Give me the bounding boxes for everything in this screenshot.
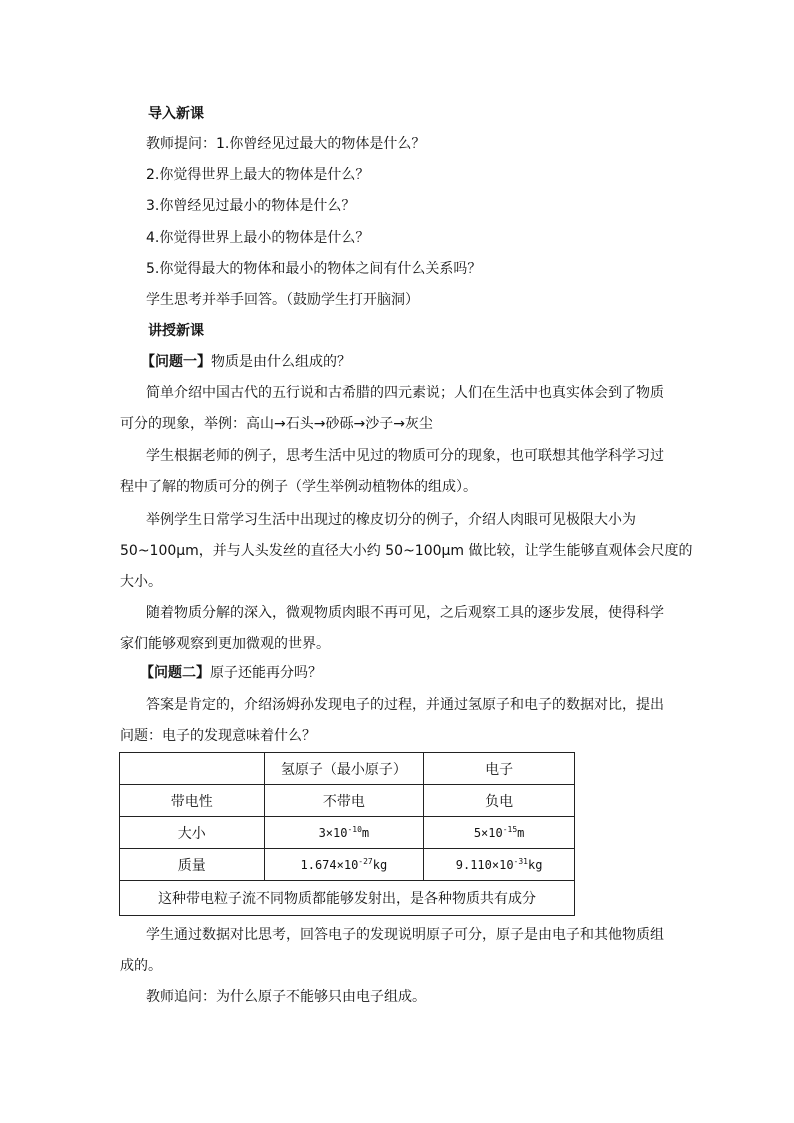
problem1-paragraph3-line1: 举例学生日常学习生活中出现过的橡皮切分的例子，介绍人肉眼可见极限大小为 [146,512,636,528]
hydrogen-charge: 不带电 [264,785,424,817]
intro-response: 学生思考并举手回答。（鼓励学生打开脑洞） [146,292,419,308]
table-row [120,849,575,881]
table-row [120,785,575,817]
problem1-paragraph3-line3: 大小。 [120,574,162,590]
hydrogen-size: $3\times 10^{-10}m$ [264,817,424,849]
problem2-paragraph1-line2: 问题：电子的发现意味着什么？ [120,728,316,744]
table-header-hydrogen: 氢原子（最小原子） [264,753,424,785]
electron-charge: 负电 [424,785,575,817]
section-heading-intro: 导入新课 [148,106,204,122]
intro-question-3: 3.你曾经见过最小的物体是什么？ [146,198,356,214]
problem1-paragraph4-line1: 随着物质分解的深入，微观物质肉眼不再可见，之后观察工具的逐步发展，使得科学 [146,605,664,621]
table-header-row [120,753,575,785]
comparison-table [119,752,575,916]
problem2-title-text: 原子还能再分吗？ [210,665,322,681]
after-paragraph2: 教师追问：为什么原子不能够只由电子组成。 [146,989,426,1005]
problem1-paragraph2-line1: 学生根据老师的例子，思考生活中见过的物质可分的现象，也可联想其他学科学习过 [146,448,664,464]
problem2-title [140,663,700,683]
table-footer-note: 这种带电粒子流不同物质都能够发射出，是各种物质共有成分 [120,881,575,916]
problem1-paragraph3-line2: 50~100μm，并与人头发丝的直径大小约 50~100μm 做比较，让学生能够直观体会尺度的 [120,543,693,559]
intro-question-2: 2.你觉得世界上最大的物体是什么？ [146,167,370,183]
row-label-size: 大小 [120,817,265,849]
section-heading-lesson: 讲授新课 [148,323,204,339]
problem1-paragraph2-line2: 程中了解的物质可分的例子（学生举例动植物体的组成）。 [120,479,477,495]
row-label-mass: 质量 [120,849,265,881]
row-label-charge: 带电性 [120,785,265,817]
problem2-paragraph1-line1: 答案是肯定的，介绍汤姆孙发现电子的过程，并通过氢原子和电子的数据对比，提出 [146,697,664,713]
after-paragraph1-line2: 成的。 [120,958,162,974]
problem1-paragraph1-line2: 可分的现象，举例：高山→石头→砂砾→沙子→灰尘 [120,416,433,432]
table-header-electron: 电子 [424,753,575,785]
table-header-cell-empty [120,753,265,785]
after-paragraph1-line1: 学生通过数据对比思考，回答电子的发现说明原子可分，原子是由电子和其他物质组 [146,927,664,943]
table-row [120,817,575,849]
problem1-tag: 【问题一】 [141,354,211,370]
electron-mass: $9.110\times 10^{-31}kg$ [424,849,575,881]
intro-question-1: 教师提问：1.你曾经见过最大的物体是什么？ [146,136,426,152]
intro-question-4: 4.你觉得世界上最小的物体是什么？ [146,230,370,246]
problem1-title [141,352,701,372]
problem2-tag: 【问题二】 [140,665,210,681]
problem1-title-text: 物质是由什么组成的？ [211,354,351,370]
table-footer-row [120,881,575,916]
problem1-paragraph4-line2: 家们能够观察到更加微观的世界。 [120,636,330,652]
electron-size: $5\times 10^{-15}m$ [424,817,575,849]
hydrogen-mass: $1.674\times 10^{-27}kg$ [264,849,424,881]
problem1-paragraph1-line1: 简单介绍中国古代的五行说和古希腊的四元素说；人们在生活中也真实体会到了物质 [146,385,664,401]
intro-question-5: 5.你觉得最大的物体和最小的物体之间有什么关系吗？ [146,261,482,277]
